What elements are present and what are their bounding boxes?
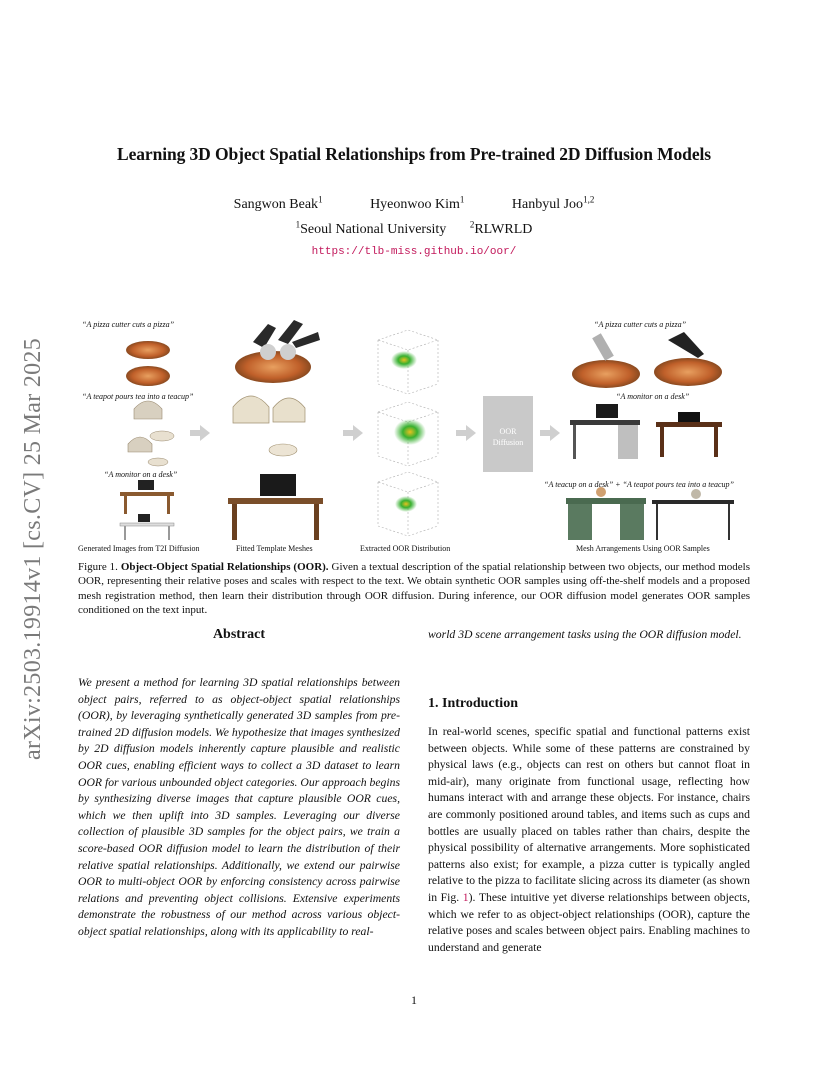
arrow-1 [190, 425, 210, 441]
figure-reference-link[interactable]: 1 [462, 890, 469, 904]
figure-quote: “A teacup on a desk” + “A teapot pours tea into a teacup” [544, 480, 734, 489]
figure-quote: “A pizza cutter cuts a pizza” [594, 320, 687, 329]
page-number: 1 [411, 993, 417, 1007]
figure-column-label: Generated Images from T2I Diffusion [78, 544, 200, 553]
figure-column-label: Mesh Arrangements Using OOR Samples [576, 544, 710, 553]
oor-diffusion-label: OOR Diffusion [492, 427, 524, 447]
figure-quote: “A pizza cutter cuts a pizza” [82, 320, 175, 329]
arxiv-stamp: arXiv:2503.19914v1 [cs.CV] 25 Mar 2025 [20, 337, 46, 760]
arrow-4 [540, 425, 560, 441]
fitted-meshes [228, 320, 323, 540]
author: Hyeonwoo Kim$^1$ [370, 194, 465, 212]
figure-column-label: Extracted OOR Distribution [360, 544, 451, 553]
arrow-2 [343, 425, 363, 441]
author: Sangwon Beak$^1$ [233, 194, 323, 212]
abstract-body: We present a method for learning 3D spatial relationships between object pairs, referred to as object-object spatial relationships (OOR), by leveraging synthetically generated 3D samples from pre-trained 2D diffusion models. We hypothesize that images synthesized by 2D diffusion models inherently capture plausible and realistic OOR cues, enabling efficient ways to collect a 3D dataset to learn OOR for various unbounded object categories. Our approach begins by synthesizing diverse images that capture plausible OOR cues, which we then uplift into 3D samples. Leveraging our diverse collection of plausible 3D samples for the object pairs, we train a score-based OOR diffusion model to learn the distribution of their relative spatial relationships. Additionally, we extend our pairwise OOR to multi-object OOR by enforcing consistency across pairwise relations and preventing object collisions. Extensive experiments demonstrate the robustness of our method across various object-object spatial relationships, along with its applicability to real- [78, 676, 400, 938]
author-list [0, 194, 828, 213]
project-url-link[interactable]: https://tlb-miss.github.io/oor/ [311, 246, 517, 258]
mesh-arrangements [566, 332, 734, 540]
figure-1 [78, 312, 750, 558]
figure-quote: “A monitor on a desk” [616, 392, 690, 401]
figure-quote: “A monitor on a desk” [104, 470, 178, 479]
introduction-heading: 1. Introduction [428, 696, 518, 711]
figure-quote: “A teapot pours tea into a teacup” [82, 392, 194, 401]
figure-caption: Figure 1. Object-Object Spatial Relationships (OOR). Given a textual description of the spatial relationship between two objects, our method models OOR, representing their relative poses and scales with respect to the text. We obtain synthetic OOR samples using off-the-shelf models and a proposed mesh registration method, then learn their distribution through OOR diffusion. During inference, our OOR diffusion model generates OOR samples conditioned on the text input. [78, 561, 750, 617]
paper-title: Learning 3D Object Spatial Relationships from Pre-trained 2D Diffusion Models [117, 144, 711, 164]
introduction-body: In real-world scenes, specific spatial and functional patterns exist between objects. While some of these patterns are constrained by physical laws (e.g., objects can rest on others but cannot float in mid-air), many originate from functional usage, reflecting how humans interact with and arrange these objects. For instance, chairs are commonly positioned around tables, and items such as cups and bottles are usually placed on tables rather than chairs, despite the physical possibility of alternative arrangements. More sophisticated patterns also exist; for example, a pizza cutter is typically angled relative to the pizza to facilitate slicing across its diameter (as shown in Fig. 1). These intuitive yet diverse relationships between objects, which we refer to as object-object relationships (OOR), capture the relative poses and scales between object pairs. Enabling machines to understand and generate [428, 725, 750, 954]
abstract-continuation: world 3D scene arrangement tasks using the OOR diffusion model. [428, 628, 742, 641]
affiliations [0, 219, 828, 238]
arrow-3 [456, 425, 476, 441]
generated-images [120, 341, 174, 540]
abstract-heading: Abstract [212, 627, 266, 642]
affiliation: $^2$RLWRLD [469, 219, 533, 237]
author: Hanbyul Joo$^{1,2}$ [511, 194, 595, 212]
figure-illustration [78, 312, 750, 544]
affiliation: $^1$Seoul National University [295, 219, 447, 237]
figure-column-label: Fitted Template Meshes [236, 544, 313, 553]
